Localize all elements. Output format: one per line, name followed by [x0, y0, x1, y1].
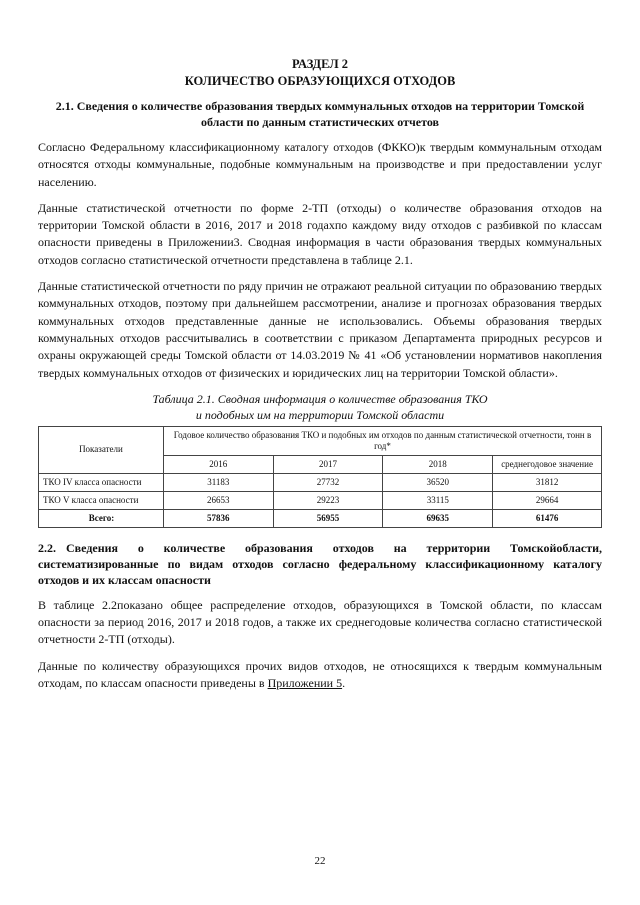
paragraph-5-end: . — [342, 676, 346, 691]
total-label: Всего: — [39, 509, 164, 527]
paragraph-2: Данные статистической отчетности по форме 2-ТП (отходы) о количестве образования отходов на территории Томской области в 2016, 2017 и 2018 годахпо каждому виду отходов с разбивкой по классам опасности приведены в Приложении3. Сводная информация в части образования твердых коммунальных отходов согласно статистической отчетности представлена в таблице 2.1. — [38, 200, 602, 267]
document-page — [38, 56, 602, 701]
subsection-2-number: 2.2. — [38, 540, 56, 555]
paragraph-5 — [38, 658, 602, 693]
table-cell: 31812 — [493, 473, 602, 491]
row-label: ТКО IV класса опасности — [39, 473, 164, 491]
header-group: Годовое количество образования ТКО и подобных им отходов по данным статистической отчетности, тонн в год* — [163, 426, 601, 455]
waste-summary-table — [38, 426, 602, 528]
page-number: 22 — [314, 855, 326, 867]
table-total-row — [39, 509, 602, 527]
appendix-5-link[interactable]: Приложении 5 — [267, 676, 343, 691]
header-col-2018: 2018 — [383, 455, 493, 473]
table-cell: 27732 — [273, 473, 383, 491]
header-col-2016: 2016 — [163, 455, 273, 473]
total-cell: 56955 — [273, 509, 383, 527]
section-label: РАЗДЕЛ 2 — [291, 57, 349, 71]
table-cell: 26653 — [163, 491, 273, 509]
subsection-1-title: 2.1. Сведения о количестве образования твердых коммунальных отходов на территории Томской области по данным статистических отчетов — [55, 99, 585, 129]
subsection-2-heading — [38, 540, 602, 588]
table-cell: 33115 — [383, 491, 493, 509]
table-cell: 36520 — [383, 473, 493, 491]
total-cell: 69635 — [383, 509, 493, 527]
table-header-row — [39, 426, 602, 455]
section-title: КОЛИЧЕСТВО ОБРАЗУЮЩИХСЯ ОТХОДОВ — [184, 74, 456, 88]
paragraph-4: В таблице 2.2показано общее распределение отходов, образующихся в Томской области, по классам опасности за период 2016, 2017 и 2018 годов, а также их среднегодовые количества согласно статистической отчетности 2-ТП (отходы). — [38, 597, 602, 647]
table-cell: 29664 — [493, 491, 602, 509]
table-cell: 31183 — [163, 473, 273, 491]
total-cell: 57836 — [163, 509, 273, 527]
table-caption — [38, 391, 602, 423]
table-cell: 29223 — [273, 491, 383, 509]
paragraph-3: Данные статистической отчетности по ряду причин не отражают реальной ситуации по образованию твердых коммунальных отходов, поэтому при дальнейшем рассмотрении, анализе и прогнозах образования твердых коммунальных отходов представленные данные не использовались. Объемы образования твердых коммунальных отходов рассчитывались в соответствии с приказом Департамента природных ресурсов и охраны окружающей среды Томской области от 14.03.2019 № 41 «Об установлении нормативов накопления твердых коммунальных отходов от физических и юридических лиц на территории Томской области». — [38, 279, 602, 380]
header-col-2017: 2017 — [273, 455, 383, 473]
header-col-average: среднегодовое значение — [493, 455, 602, 473]
paragraph-5-text: Данные по количеству образующихся прочих видов отходов, не относящихся к твердым коммунальным отходам, по классам опасности приведены в — [38, 658, 602, 691]
total-cell: 61476 — [493, 509, 602, 527]
header-indicator: Показатели — [39, 426, 164, 473]
table-row — [39, 473, 602, 491]
table-caption-line-1: Таблица 2.1. Сводная информация о количестве образования ТКО — [152, 391, 488, 406]
paragraph-1: Согласно Федеральному классификационному каталогу отходов (ФККО)к твердым коммунальным отходам относятся отходы коммунальные, подобные коммунальным на производстве и при предоставлении услуг населению. — [38, 140, 602, 189]
subsection-2-title: Сведения о количестве образования отходов на территории Томскойобласти, систематизированные по видам отходов согласно федеральному классификационному каталогу отходов и их классам опасности — [38, 540, 602, 587]
table-row — [39, 491, 602, 509]
table-caption-line-2: и подобных им на территории Томской области — [195, 407, 445, 422]
row-label: ТКО V класса опасности — [39, 491, 164, 509]
